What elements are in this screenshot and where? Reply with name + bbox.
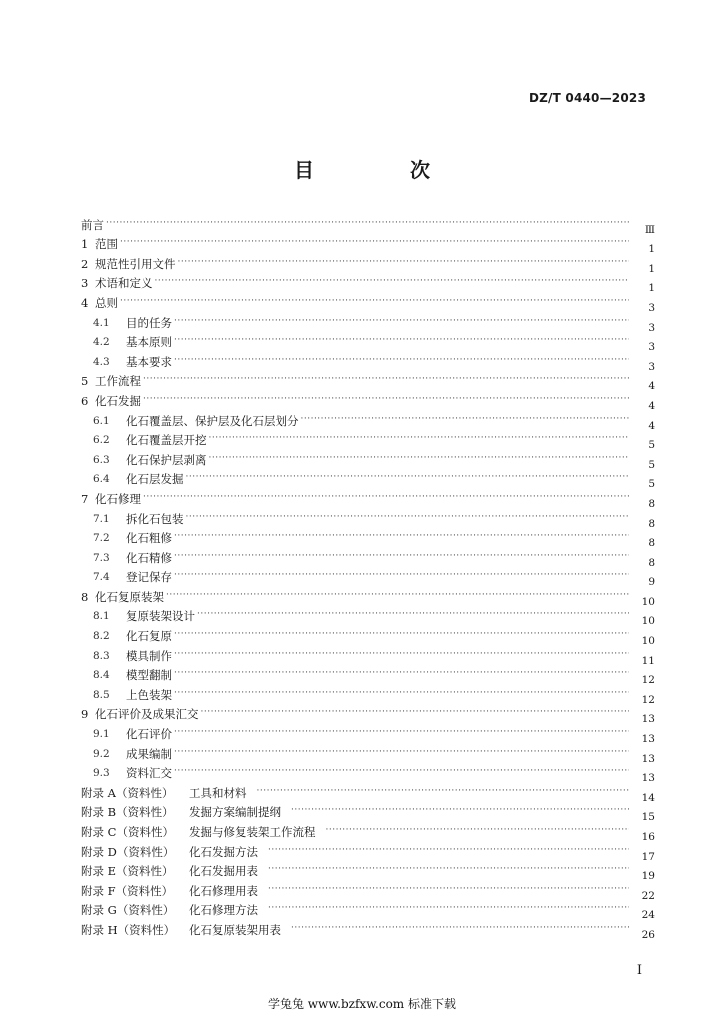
toc-entry[interactable] <box>81 369 655 393</box>
table-of-contents <box>81 212 655 941</box>
toc-entry-label: 化石精修 <box>126 550 172 565</box>
toc-entry-page: 5 <box>648 458 655 471</box>
toc-entry-page: 13 <box>641 733 655 746</box>
dot-leader <box>155 274 630 288</box>
dot-leader <box>174 686 629 700</box>
toc-entry-number: 3 <box>81 276 89 291</box>
dot-leader <box>301 412 630 426</box>
toc-entry-page: 3 <box>648 321 655 334</box>
toc-entry-page: 14 <box>641 791 655 804</box>
toc-entry-number: 附录 B（资料性） <box>81 805 174 820</box>
toc-entry-number: 7 <box>81 491 89 506</box>
toc-entry-label: 化石发掘用表 <box>189 864 258 879</box>
toc-entry[interactable] <box>81 898 655 922</box>
toc-entry-label: 前言 <box>81 217 104 232</box>
toc-entry-label: 化石评价及成果汇交 <box>95 707 199 722</box>
toc-entry[interactable] <box>81 643 655 667</box>
toc-entry-label: 化石层发掘 <box>126 472 184 487</box>
dot-leader <box>174 333 629 347</box>
toc-entry-label: 化石复原装架 <box>95 589 164 604</box>
toc-entry-page: 1 <box>648 262 655 275</box>
dot-leader <box>143 490 629 504</box>
toc-entry[interactable] <box>81 682 655 706</box>
toc-entry-number: 附录 C（资料性） <box>81 825 174 839</box>
toc-entry-label: 化石修理用表 <box>189 883 258 898</box>
toc-entry-label: 化石评价 <box>126 727 172 742</box>
toc-entry[interactable] <box>81 702 655 726</box>
toc-entry[interactable] <box>81 878 655 902</box>
dot-leader <box>174 568 629 582</box>
toc-entry-page: 13 <box>641 752 655 765</box>
toc-entry-number: 7.3 <box>93 551 110 564</box>
toc-entry-page: Ⅲ <box>644 223 655 236</box>
dot-leader <box>174 666 629 680</box>
dot-leader <box>268 843 629 857</box>
dot-leader <box>120 235 629 249</box>
toc-entry-page: 4 <box>648 399 655 412</box>
toc-entry-number: 6.3 <box>93 453 110 466</box>
toc-entry-number: 附录 E（资料性） <box>81 864 174 879</box>
toc-entry[interactable] <box>81 761 655 785</box>
toc-entry-number: 1 <box>81 237 89 252</box>
toc-entry[interactable] <box>81 604 655 628</box>
toc-entry-page: 10 <box>641 615 655 628</box>
toc-entry-number: 4.2 <box>93 336 110 349</box>
toc-entry-number: 2 <box>81 256 89 271</box>
toc-entry-label: 化石覆盖层、保护层及化石层划分 <box>126 413 299 428</box>
toc-entry[interactable] <box>81 486 655 510</box>
toc-entry[interactable] <box>81 565 655 589</box>
dot-leader <box>291 803 629 817</box>
dot-leader <box>174 745 629 759</box>
toc-entry-page: 26 <box>641 928 655 941</box>
dot-leader <box>174 627 629 641</box>
toc-entry-label: 范围 <box>95 237 118 252</box>
toc-entry[interactable] <box>81 741 655 765</box>
toc-entry-page: 8 <box>648 537 655 550</box>
toc-entry[interactable] <box>81 506 655 530</box>
dot-leader <box>174 725 629 739</box>
dot-leader <box>174 549 629 563</box>
toc-entry[interactable] <box>81 800 655 824</box>
toc-entry-page: 19 <box>641 870 655 883</box>
dot-leader <box>197 607 629 621</box>
toc-entry-number: 附录 G（资料性） <box>81 903 175 918</box>
toc-entry[interactable] <box>81 428 655 452</box>
toc-entry-label: 模型翻制 <box>126 668 172 683</box>
toc-entry[interactable] <box>81 251 655 275</box>
toc-entry-page: 13 <box>641 713 655 726</box>
toc-entry[interactable] <box>81 859 655 883</box>
dot-leader <box>174 529 629 543</box>
dot-leader <box>257 784 630 798</box>
toc-entry[interactable] <box>81 447 655 471</box>
dot-leader <box>178 255 630 269</box>
toc-entry[interactable] <box>81 839 655 863</box>
toc-entry-page: 12 <box>641 674 655 687</box>
toc-entry-number: 附录 H（资料性） <box>81 922 176 937</box>
toc-entry-label: 复原装架设计 <box>126 609 195 624</box>
toc-entry-label: 基本原则 <box>126 335 172 350</box>
toc-entry-number: 7.2 <box>93 532 110 545</box>
dot-leader <box>268 862 629 876</box>
dot-leader <box>120 294 629 308</box>
toc-entry-number: 9.1 <box>93 728 110 741</box>
dot-leader <box>106 216 629 230</box>
toc-entry-number: 8.1 <box>93 610 110 623</box>
toc-entry-label: 化石粗修 <box>126 531 172 546</box>
dot-leader <box>174 353 629 367</box>
toc-entry-page: 3 <box>648 341 655 354</box>
toc-entry-number: 9.2 <box>93 747 110 760</box>
toc-entry[interactable] <box>81 545 655 569</box>
toc-entry-label: 发掘方案编制提纲 <box>189 805 281 820</box>
toc-entry-label: 模具制作 <box>126 648 172 663</box>
toc-entry-number: 8 <box>81 589 89 604</box>
toc-entry-page: 8 <box>648 497 655 510</box>
toc-entry-page: 4 <box>648 419 655 432</box>
document-code: DZ/T 0440—2023 <box>528 91 646 105</box>
toc-entry-page: 1 <box>648 282 655 295</box>
dot-leader <box>209 431 630 445</box>
toc-entry[interactable] <box>81 663 655 687</box>
toc-entry-number: 9.3 <box>93 767 110 780</box>
toc-entry-number: 8.5 <box>93 688 110 701</box>
toc-entry-label: 成果编制 <box>126 746 172 761</box>
toc-entry-label: 资料汇交 <box>126 766 172 781</box>
toc-entry-page: 10 <box>641 595 655 608</box>
toc-entry-label: 基本要求 <box>126 354 172 369</box>
dot-leader <box>174 314 629 328</box>
dot-leader <box>201 705 630 719</box>
toc-entry-page: 9 <box>648 576 655 589</box>
toc-entry-number: 7.1 <box>93 512 110 525</box>
toc-entry-page: 24 <box>641 909 655 922</box>
toc-entry-page: 1 <box>648 243 655 256</box>
toc-entry[interactable] <box>81 780 655 804</box>
toc-entry-page: 5 <box>648 439 655 452</box>
dot-leader <box>166 588 629 602</box>
toc-entry[interactable] <box>81 310 655 334</box>
dot-leader <box>143 372 629 386</box>
toc-entry-label: 拆化石包装 <box>126 511 184 526</box>
toc-entry[interactable] <box>81 212 655 236</box>
toc-entry-number: 8.3 <box>93 649 110 662</box>
toc-entry[interactable] <box>81 271 655 295</box>
toc-entry-number: 6.1 <box>93 414 110 427</box>
toc-entry-label: 工具和材料 <box>189 785 247 800</box>
toc-entry-page: 17 <box>641 850 655 863</box>
toc-entry-label: 化石发掘 <box>95 393 141 408</box>
toc-entry[interactable] <box>81 388 655 412</box>
toc-entry-page: 22 <box>641 889 655 902</box>
toc-entry[interactable] <box>81 232 655 256</box>
toc-entry-number: 4.1 <box>93 316 110 329</box>
toc-entry-label: 化石发掘方法 <box>189 844 258 859</box>
toc-entry-label: 上色装架 <box>126 687 172 702</box>
toc-entry[interactable] <box>81 349 655 373</box>
toc-entry-label: 规范性引用文件 <box>95 256 176 271</box>
toc-entry-number: 附录 D（资料性） <box>81 844 175 859</box>
toc-entry[interactable] <box>81 526 655 550</box>
toc-entry-number: 6.4 <box>93 473 110 486</box>
toc-entry-page: 8 <box>648 517 655 530</box>
toc-entry-page: 16 <box>641 831 655 843</box>
toc-entry-number: 附录 A（资料性） <box>81 785 174 800</box>
toc-entry-label: 工作流程 <box>95 374 141 389</box>
toc-entry-page: 5 <box>648 478 655 491</box>
toc-entry-page: 8 <box>648 556 655 569</box>
toc-entry-page: 15 <box>641 811 655 824</box>
toc-entry-page: 12 <box>641 693 655 706</box>
watermark-text: 学兔兔 www.bzfxw.com 标准下载 <box>267 997 457 1011</box>
toc-entry-label: 化石修理方法 <box>189 903 258 918</box>
toc-entry[interactable] <box>81 408 655 432</box>
toc-entry-page: 11 <box>641 654 655 667</box>
toc-entry-label: 总则 <box>95 295 118 310</box>
toc-entry-page: 3 <box>648 360 655 373</box>
toc-entry-number: 4 <box>81 295 89 310</box>
dot-leader <box>291 921 629 935</box>
toc-entry-number: 8.2 <box>93 630 110 643</box>
dot-leader <box>326 823 630 837</box>
toc-entry-number: 4.3 <box>93 355 110 368</box>
toc-entry-number: 7.4 <box>93 571 110 584</box>
toc-entry-page: 4 <box>648 380 655 393</box>
toc-entry-number: 8.4 <box>93 669 110 682</box>
toc-entry-label: 目的任务 <box>126 315 172 330</box>
toc-entry-number: 6.2 <box>93 434 110 447</box>
toc-entry-label: 术语和定义 <box>95 276 153 291</box>
toc-entry[interactable] <box>81 819 655 843</box>
toc-entry[interactable] <box>81 917 655 941</box>
toc-entry-number: 附录 F（资料性） <box>81 883 174 898</box>
toc-entry-label: 发掘与修复装架工作流程 <box>189 825 316 839</box>
toc-entry-number: 6 <box>81 393 89 408</box>
dot-leader <box>174 647 629 661</box>
toc-entry-label: 化石复原 <box>126 629 172 644</box>
toc-entry-label: 化石修理 <box>95 491 141 506</box>
dot-leader <box>186 470 630 484</box>
dot-leader <box>186 510 630 524</box>
toc-entry-page: 10 <box>641 635 655 648</box>
toc-entry-label: 登记保存 <box>126 570 172 585</box>
toc-entry[interactable] <box>81 330 655 354</box>
toc-entry-number: 5 <box>81 374 89 389</box>
toc-entry-label: 化石复原装架用表 <box>189 922 281 937</box>
dot-leader <box>143 392 629 406</box>
toc-entry[interactable] <box>81 467 655 491</box>
toc-entry[interactable] <box>81 721 655 746</box>
toc-entry-label: 化石覆盖层开挖 <box>126 433 207 448</box>
toc-entry[interactable] <box>81 584 655 608</box>
toc-entry-label: 化石保护层剥离 <box>126 452 207 467</box>
toc-entry-page: 3 <box>648 301 655 314</box>
toc-entry[interactable] <box>81 623 655 648</box>
dot-leader <box>209 451 630 465</box>
toc-entry-number: 9 <box>81 707 89 722</box>
dot-leader <box>174 764 629 778</box>
toc-entry-page: 13 <box>641 772 655 785</box>
page-number: I <box>636 963 642 978</box>
toc-entry[interactable] <box>81 290 655 314</box>
dot-leader <box>268 882 629 896</box>
dot-leader <box>268 901 629 915</box>
page-title: 目 次 <box>294 158 468 182</box>
